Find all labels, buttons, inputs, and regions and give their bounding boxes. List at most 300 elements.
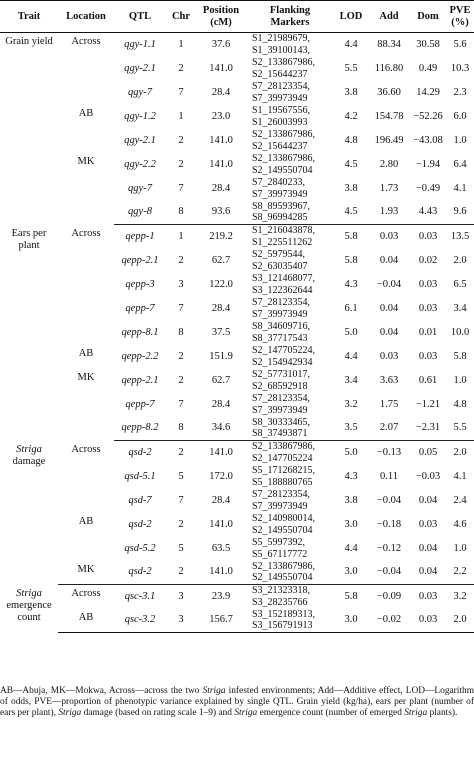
marker-left: S2_57731017, [252, 369, 311, 380]
chr-cell: 2 [178, 350, 184, 362]
add-cell: −0.04 [368, 561, 410, 585]
pve-cell: 2.4 [453, 494, 467, 506]
table-row [0, 585, 474, 609]
marker-left: S2_5979544, [252, 249, 306, 260]
add-cell: 36.60 [377, 86, 401, 98]
add-cell: −0.13 [376, 446, 402, 458]
location-cell: MK [77, 371, 95, 383]
marker-left: S8_34609716, [252, 321, 311, 332]
table-row [0, 441, 474, 465]
table-row [0, 609, 474, 633]
position-cell: 63.5 [211, 542, 231, 554]
chr-cell: 1 [178, 110, 184, 122]
lod-cell: 6.1 [344, 302, 358, 314]
qtl-cell: qepp-2.1 [121, 254, 159, 266]
qtl-cell: qgy-1.1 [124, 38, 156, 50]
markers-cell [246, 297, 334, 321]
position-cell: 122.0 [209, 278, 233, 290]
table-row [0, 561, 474, 585]
marker-left: S5_171268215, [252, 465, 316, 476]
dom-cell: −43.08 [413, 134, 443, 146]
add-cell: −0.02 [368, 609, 410, 633]
trait-name: Ears per plant [11, 227, 47, 251]
qtl-cell: qgy-1.2 [124, 110, 156, 122]
pve-cell: 9.6 [446, 201, 474, 225]
chr-cell: 7 [178, 398, 184, 410]
location-cell: Across [71, 588, 101, 599]
dom-cell: 0.02 [418, 254, 438, 266]
pve-cell: 3.4 [453, 302, 467, 314]
marker-right: S8_37717543 [252, 332, 308, 344]
table-footnote [0, 686, 474, 720]
col-header-qtl: QTL [114, 1, 166, 33]
position-cell: 93.6 [196, 201, 246, 225]
chr-cell: 2 [178, 158, 184, 170]
pve-cell: 2.3 [453, 86, 467, 98]
dom-cell: 0.03 [418, 278, 438, 290]
lod-cell: 3.4 [344, 374, 358, 386]
marker-left: S2_140980014, [252, 513, 316, 524]
add-cell: −0.09 [376, 590, 402, 602]
marker-left: S3_152189313, [252, 608, 316, 620]
marker-left: S7_28123354, [252, 297, 311, 308]
dom-cell: 0.03 [418, 302, 438, 314]
markers-cell [246, 81, 334, 105]
lod-cell: 3.5 [334, 417, 368, 441]
add-cell: 196.49 [374, 134, 404, 146]
lod-cell: 5.0 [344, 446, 358, 458]
markers-cell [246, 585, 334, 609]
marker-left: S5_5997392, [252, 537, 306, 548]
trait-cell [0, 225, 58, 441]
dom-cell: −0.03 [415, 470, 441, 482]
markers-cell [246, 105, 334, 129]
dom-cell: 0.49 [418, 62, 438, 74]
marker-left: S2_133867986, [252, 57, 316, 68]
location-cell: MK [77, 155, 95, 167]
location-cell: AB [78, 347, 94, 359]
footnote-text: infested environments; Add—Additive effect, LOD—Logarithm of odds, PVE—proportion of phenotypic variance explained by single QTL. Grain yield (kg/ha), ears per plant (number of ears per plant), [0, 686, 474, 719]
dom-cell: 0.04 [410, 561, 446, 585]
position-cell: 28.4 [211, 182, 231, 194]
chr-cell: 2 [178, 254, 184, 266]
add-cell: 0.11 [380, 470, 398, 482]
position-cell: 28.4 [211, 86, 231, 98]
marker-left: S7_2840233, [252, 177, 306, 188]
marker-right: S2_147705224 [252, 452, 313, 464]
marker-right: S8_96994285 [252, 212, 308, 224]
position-cell: 62.7 [211, 374, 231, 386]
marker-right: S2_68592918 [252, 380, 308, 392]
lod-cell: 3.0 [334, 561, 368, 585]
marker-right: S2_154942934 [252, 356, 313, 368]
marker-right: S2_15644237 [252, 68, 308, 80]
chr-cell: 8 [178, 326, 184, 338]
trait-cell [0, 33, 58, 225]
lod-cell: 5.0 [344, 326, 358, 338]
pve-cell: 5.6 [453, 38, 467, 50]
trait-name: Grain yield [5, 36, 53, 47]
pve-cell: 5.8 [453, 350, 467, 362]
col-header-chr: Chr [166, 1, 196, 33]
marker-left: S7_28123354, [252, 81, 311, 92]
dom-cell: 0.03 [410, 609, 446, 633]
dom-cell: −1.21 [415, 398, 441, 410]
col-header-pve [446, 1, 474, 33]
dom-cell: 0.03 [418, 350, 438, 362]
position-cell: 37.6 [211, 38, 231, 50]
pve-cell: 3.2 [453, 590, 467, 602]
marker-left: S2_133867986, [252, 441, 316, 453]
qtl-cell: qepp-3 [125, 278, 155, 290]
trait-name-rest: emergence count [6, 599, 52, 623]
qtl-cell: qepp-2.2 [121, 350, 159, 362]
markers-cell [246, 33, 334, 57]
marker-right: S3_28235766 [252, 596, 308, 608]
marker-left: S8_30333465, [252, 416, 311, 428]
marker-right: S5_67117772 [252, 548, 308, 560]
add-cell: 88.34 [377, 38, 401, 50]
chr-cell: 2 [178, 518, 184, 530]
footnote-text: damage (based on rating scale 1–9) and [81, 708, 235, 719]
pve-cell: 5.5 [446, 417, 474, 441]
chr-cell: 1 [178, 38, 184, 50]
qtl-cell: qepp-2.1 [121, 374, 159, 386]
add-cell: −0.18 [376, 518, 402, 530]
markers-cell [246, 153, 334, 177]
footnote-text: AB—Abuja, MK—Mokwa, Across—across the two [0, 686, 203, 696]
qtl-cell: qsd-7 [128, 494, 152, 506]
location-cell: MK [58, 561, 114, 585]
markers-cell [246, 129, 334, 153]
trait-name-italic: Striga [16, 587, 42, 599]
pve-cell: 4.6 [453, 518, 467, 530]
position-cell: 23.0 [211, 110, 231, 122]
add-cell: 1.75 [379, 398, 399, 410]
trait-name-rest: damage [12, 455, 46, 467]
lod-cell: 4.3 [344, 470, 358, 482]
position-cell: 141.0 [209, 62, 233, 74]
qtl-cell: qsc-3.2 [114, 609, 166, 633]
marker-left: S1_216043878, [252, 225, 316, 237]
marker-right: S7_39973949 [252, 188, 308, 200]
position-cell: 156.7 [196, 609, 246, 633]
col-header-markers-line1: Flanking [269, 4, 311, 16]
dom-cell: −1.94 [415, 158, 441, 170]
lod-cell: 4.2 [344, 110, 358, 122]
footnote-text: plants). [427, 708, 458, 719]
dom-cell: 30.58 [416, 38, 440, 50]
chr-cell: 2 [166, 561, 196, 585]
table-body [0, 33, 474, 633]
marker-left: S2_133867986, [252, 560, 316, 572]
table-row [0, 153, 474, 177]
position-cell: 141.0 [209, 134, 233, 146]
qtl-cell: qsd-5.2 [124, 542, 156, 554]
chr-cell: 1 [178, 230, 184, 242]
pve-cell: 2.0 [446, 609, 474, 633]
markers-cell [246, 177, 334, 201]
dom-cell: 0.03 [418, 518, 438, 530]
markers-cell [246, 537, 334, 561]
position-cell: 28.4 [211, 302, 231, 314]
pve-cell: 4.1 [453, 182, 467, 194]
lod-cell: 3.0 [334, 609, 368, 633]
lod-cell: 4.4 [344, 38, 358, 50]
qtl-cell: qsc-3.1 [124, 590, 156, 602]
position-cell: 141.0 [209, 446, 233, 458]
lod-cell: 3.8 [344, 494, 358, 506]
qtl-cell: qgy-2.1 [124, 134, 156, 146]
dom-cell: 14.29 [416, 86, 440, 98]
qtl-cell: qgy-2.1 [124, 62, 156, 74]
dom-cell: 4.43 [410, 201, 446, 225]
add-cell: 0.04 [379, 326, 399, 338]
position-cell: 28.4 [211, 494, 231, 506]
table-row [0, 369, 474, 393]
markers-cell [246, 249, 334, 273]
marker-left: S7_28123354, [252, 393, 311, 404]
col-header-position-line2: (cM) [210, 16, 232, 28]
add-cell: 2.07 [368, 417, 410, 441]
chr-cell: 7 [178, 182, 184, 194]
qtl-cell: qgy-8 [114, 201, 166, 225]
lod-cell: 5.5 [344, 62, 358, 74]
add-cell: −0.04 [376, 278, 402, 290]
location-cell: Across [71, 36, 101, 47]
col-header-position-line1: Position [202, 4, 240, 16]
qtl-cell: qepp-7 [125, 398, 155, 410]
marker-right: S8_37493871 [252, 428, 308, 440]
table-row [0, 513, 474, 537]
position-cell: 34.6 [196, 417, 246, 441]
markers-cell [246, 57, 334, 81]
location-cell: AB [78, 107, 94, 119]
pve-cell: 6.5 [453, 278, 467, 290]
footnote-italic-text: Striga [234, 708, 258, 719]
add-cell: −0.04 [376, 494, 402, 506]
table-row [0, 105, 474, 129]
qtl-cell: qsd-2 [128, 446, 152, 458]
col-header-add: Add [368, 1, 410, 33]
chr-cell: 3 [178, 590, 184, 602]
col-header-pve-line2: (%) [451, 16, 469, 28]
chr-cell: 7 [178, 494, 184, 506]
trait-name-italic: Striga [16, 443, 42, 455]
add-cell: 0.04 [379, 302, 399, 314]
pve-cell: 2.0 [453, 254, 467, 266]
markers-cell [246, 321, 334, 345]
lod-cell: 5.8 [344, 590, 358, 602]
qtl-cell: qepp-8.2 [114, 417, 166, 441]
dom-cell: 0.61 [418, 374, 438, 386]
location-cell: Across [71, 443, 101, 455]
position-cell: 62.7 [211, 254, 231, 266]
position-cell: 37.5 [211, 326, 231, 338]
pve-cell: 6.0 [453, 110, 467, 122]
col-header-markers-line2: Markers [270, 16, 310, 28]
marker-left: S3_121468077, [252, 273, 316, 284]
add-cell: −0.12 [376, 542, 402, 554]
col-header-lod: LOD [334, 1, 368, 33]
dom-cell: 0.05 [418, 446, 438, 458]
pve-cell: 4.8 [453, 398, 467, 410]
qtl-cell: qsd-2 [114, 561, 166, 585]
qtl-cell: qsd-2 [128, 518, 152, 530]
pve-cell: 1.0 [453, 374, 467, 386]
chr-cell: 2 [178, 62, 184, 74]
pve-cell: 2.0 [453, 446, 467, 458]
pve-cell: 1.0 [453, 134, 467, 146]
chr-cell: 2 [178, 446, 184, 458]
marker-right: S3_156791913 [252, 620, 313, 632]
pve-cell: 13.5 [450, 230, 470, 242]
col-header-dom: Dom [410, 1, 446, 33]
footnote-italic-text: Striga [58, 708, 82, 719]
marker-right: S1_26003993 [252, 116, 308, 128]
marker-right: S2_149550704 [252, 572, 313, 584]
dom-cell: 0.04 [418, 494, 438, 506]
col-header-position [196, 1, 246, 33]
position-cell: 219.2 [209, 230, 233, 242]
position-cell: 141.0 [209, 158, 233, 170]
qtl-cell: qgy-7 [128, 182, 152, 194]
markers-cell [246, 513, 334, 537]
chr-cell: 2 [178, 134, 184, 146]
marker-right: S7_39973949 [252, 404, 308, 416]
position-cell: 151.9 [209, 350, 233, 362]
chr-cell: 8 [166, 417, 196, 441]
qtl-cell: qsd-5.1 [124, 470, 156, 482]
markers-cell [246, 609, 334, 633]
chr-cell: 8 [166, 201, 196, 225]
lod-cell: 5.8 [344, 230, 358, 242]
table-row [0, 33, 474, 57]
lod-cell: 4.5 [334, 201, 368, 225]
marker-right: S2_149550704 [252, 164, 313, 176]
pve-cell: 2.2 [446, 561, 474, 585]
position-cell: 28.4 [211, 398, 231, 410]
markers-cell [246, 441, 334, 465]
marker-left: S1_21989679, [252, 33, 311, 45]
chr-cell: 7 [178, 86, 184, 98]
dom-cell: 0.03 [418, 590, 438, 602]
table-row [0, 225, 474, 249]
location-cell: Across [71, 227, 101, 239]
position-cell: 141.0 [209, 518, 233, 530]
add-cell: 1.93 [368, 201, 410, 225]
col-header-markers [246, 1, 334, 33]
lod-cell: 4.8 [344, 134, 358, 146]
dom-cell: 0.04 [418, 542, 438, 554]
chr-cell: 3 [178, 278, 184, 290]
lod-cell: 3.8 [344, 86, 358, 98]
qtl-cell: qgy-2.2 [124, 158, 156, 170]
footnote-italic-text: Striga [404, 708, 428, 719]
location-cell: AB [78, 515, 94, 527]
position-cell: 141.0 [196, 561, 246, 585]
lod-cell: 4.5 [344, 158, 358, 170]
lod-cell: 3.0 [344, 518, 358, 530]
add-cell: 1.73 [379, 182, 399, 194]
add-cell: 2.80 [379, 158, 399, 170]
add-cell: 154.78 [374, 110, 404, 122]
markers-cell [246, 465, 334, 489]
lod-cell: 4.3 [344, 278, 358, 290]
qtl-cell: qepp-1 [125, 230, 155, 242]
add-cell: 0.03 [379, 350, 399, 362]
pve-cell: 10.0 [450, 326, 470, 338]
pve-cell: 6.4 [453, 158, 467, 170]
footnote-italic-text: Striga [202, 686, 226, 696]
markers-cell [246, 345, 334, 369]
dom-cell: 0.03 [418, 230, 438, 242]
lod-cell: 3.8 [344, 182, 358, 194]
table-header [0, 1, 474, 33]
lod-cell: 5.8 [344, 254, 358, 266]
markers-cell [246, 417, 334, 441]
marker-right: S2_15644237 [252, 140, 308, 152]
position-cell: 23.9 [211, 590, 231, 602]
chr-cell: 2 [178, 374, 184, 386]
pve-cell: 1.0 [453, 542, 467, 554]
markers-cell [246, 561, 334, 585]
col-header-trait: Trait [0, 1, 58, 33]
marker-left: S1_19567556, [252, 105, 311, 116]
lod-cell: 3.2 [344, 398, 358, 410]
marker-right: S7_39973949 [252, 308, 308, 320]
qtl-cell: qgy-7 [128, 86, 152, 98]
col-header-pve-line1: PVE [449, 4, 471, 16]
pve-cell: 10.3 [450, 62, 470, 74]
marker-right: S1_39100143, [252, 44, 311, 56]
marker-right: S5_188880765 [252, 476, 313, 488]
lod-cell: 4.4 [344, 542, 358, 554]
markers-cell [246, 369, 334, 393]
markers-cell [246, 201, 334, 225]
chr-cell: 5 [178, 542, 184, 554]
dom-cell: −52.26 [413, 110, 443, 122]
marker-left: S2_133867986, [252, 129, 316, 140]
markers-cell [246, 225, 334, 249]
col-header-location: Location [58, 1, 114, 33]
add-cell: 3.63 [379, 374, 399, 386]
table-row [0, 345, 474, 369]
dom-cell: −0.49 [415, 182, 441, 194]
marker-left: S2_133867986, [252, 153, 316, 164]
marker-right: S7_39973949 [252, 92, 308, 104]
trait-cell [0, 441, 58, 585]
location-cell: AB [58, 609, 114, 633]
trait-cell [0, 585, 58, 633]
add-cell: 116.80 [374, 62, 404, 74]
marker-right: S1_225511262 [252, 236, 313, 248]
marker-left: S8_89593967, [252, 200, 311, 212]
marker-left: S3_21323318, [252, 585, 311, 597]
marker-left: S2_147705224, [252, 345, 316, 356]
qtl-cell: qepp-8.1 [121, 326, 159, 338]
marker-right: S7_39973949 [252, 500, 308, 512]
qtl-cell: qepp-7 [125, 302, 155, 314]
footnote-text: emergence count (number of emerged [257, 708, 405, 719]
chr-cell: 5 [178, 470, 184, 482]
markers-cell [246, 273, 334, 297]
chr-cell: 3 [166, 609, 196, 633]
markers-cell [246, 393, 334, 417]
add-cell: 0.03 [379, 230, 399, 242]
markers-cell [246, 489, 334, 513]
add-cell: 0.04 [379, 254, 399, 266]
